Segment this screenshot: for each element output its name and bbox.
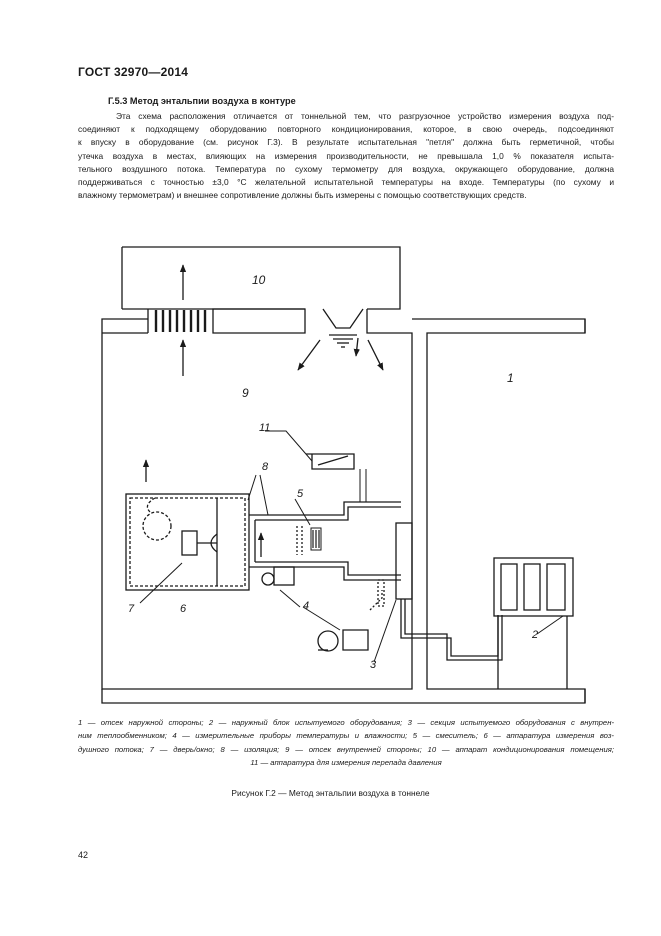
figure-label-3: 3: [370, 659, 377, 671]
paragraph-line: тельного воздушного потока. Температура по сухому термометру для воздуха, окружающего оборудование, должна: [78, 163, 614, 174]
document-header: ГОСТ 32970—2014: [78, 65, 189, 79]
temperature-humidity-instrument: [274, 567, 294, 585]
legend-line: 11 — аппаратура для измерения перепада давления: [250, 758, 442, 768]
figure-legend: [78, 716, 614, 770]
outdoor-unit: [494, 558, 573, 616]
paragraph-line: влажному термометрам) и внешнее сопротивление должны быть измерены с помощью соответствующих средств.: [78, 190, 527, 201]
paragraph-line: утечка воздуха в местах, влияющих на измерения производительности, не превышала 1,0 % показателя испыта-: [78, 150, 614, 161]
airflow-measurement-apparatus: [126, 494, 249, 590]
outdoor-compartment: [412, 319, 585, 703]
supply-grille: [156, 310, 205, 332]
conditioning-apparatus-housing: [122, 247, 400, 309]
legend-line: ним теплообменником; 4 — измерительные приборы температуры и влажности; 5 — смеситель; 6 — аппаратура измерения воз-: [78, 731, 614, 741]
refrigerant-lines: [401, 599, 502, 660]
figure-label-2: 2: [532, 629, 539, 641]
paragraph-line: к впуску в оборудование (см. рисунок Г.3). В результате испытательная "петля" должна быть герметичной, чтобы: [78, 137, 614, 148]
indoor-compartment: [102, 309, 412, 689]
figure-label-10: 10: [252, 273, 266, 287]
figure-label-11: 11: [259, 422, 271, 434]
legend-line: 1 — отсек наружной стороны; 2 — наружный блок испытуемого оборудования; 3 — секция испытуемого оборудования с внутрен-: [78, 718, 614, 727]
paragraph-line: соединяют к подходящему оборудованию повторного кондиционирования, которое, в свою очередь, подсоединяют: [78, 124, 614, 135]
figure-caption: Рисунок Г.2 — Метод энтальпии воздуха в тоннеле: [231, 788, 430, 798]
paragraph-line: Эта схема расположения отличается от тоннельной тем, что разгрузочное устройство измерения воздуха под-: [116, 111, 614, 121]
figure-label-8: 8: [262, 461, 269, 473]
page-number: 42: [78, 850, 89, 860]
figure-label-6: 6: [180, 603, 187, 615]
pressure-difference-apparatus: [306, 454, 354, 469]
test-duct: [249, 502, 401, 580]
supply-duct: [148, 309, 305, 333]
figure-label-1: 1: [507, 371, 514, 385]
indoor-unit-section: [396, 523, 412, 599]
paragraph-line: поддерживаться с точностью ±3,0 °С желательной испытательной температуры на входе. Температуры (по сухому и: [78, 177, 614, 188]
air-diffuser: [323, 309, 363, 328]
figure-label-5: 5: [297, 488, 304, 500]
figure-label-9: 9: [242, 386, 249, 400]
section-title: Г.5.3 Метод энтальпии воздуха в контуре: [108, 96, 296, 106]
mixer: [311, 528, 321, 550]
figure-label-4: 4: [303, 600, 310, 612]
body-paragraph: [78, 110, 614, 202]
figure-label-7: 7: [128, 603, 135, 615]
legend-line: душного потока; 7 — дверь/окно; 8 — изоляция; 9 — отсек внутренней стороны; 10 — аппарат кондиционирования помещения;: [78, 744, 614, 754]
